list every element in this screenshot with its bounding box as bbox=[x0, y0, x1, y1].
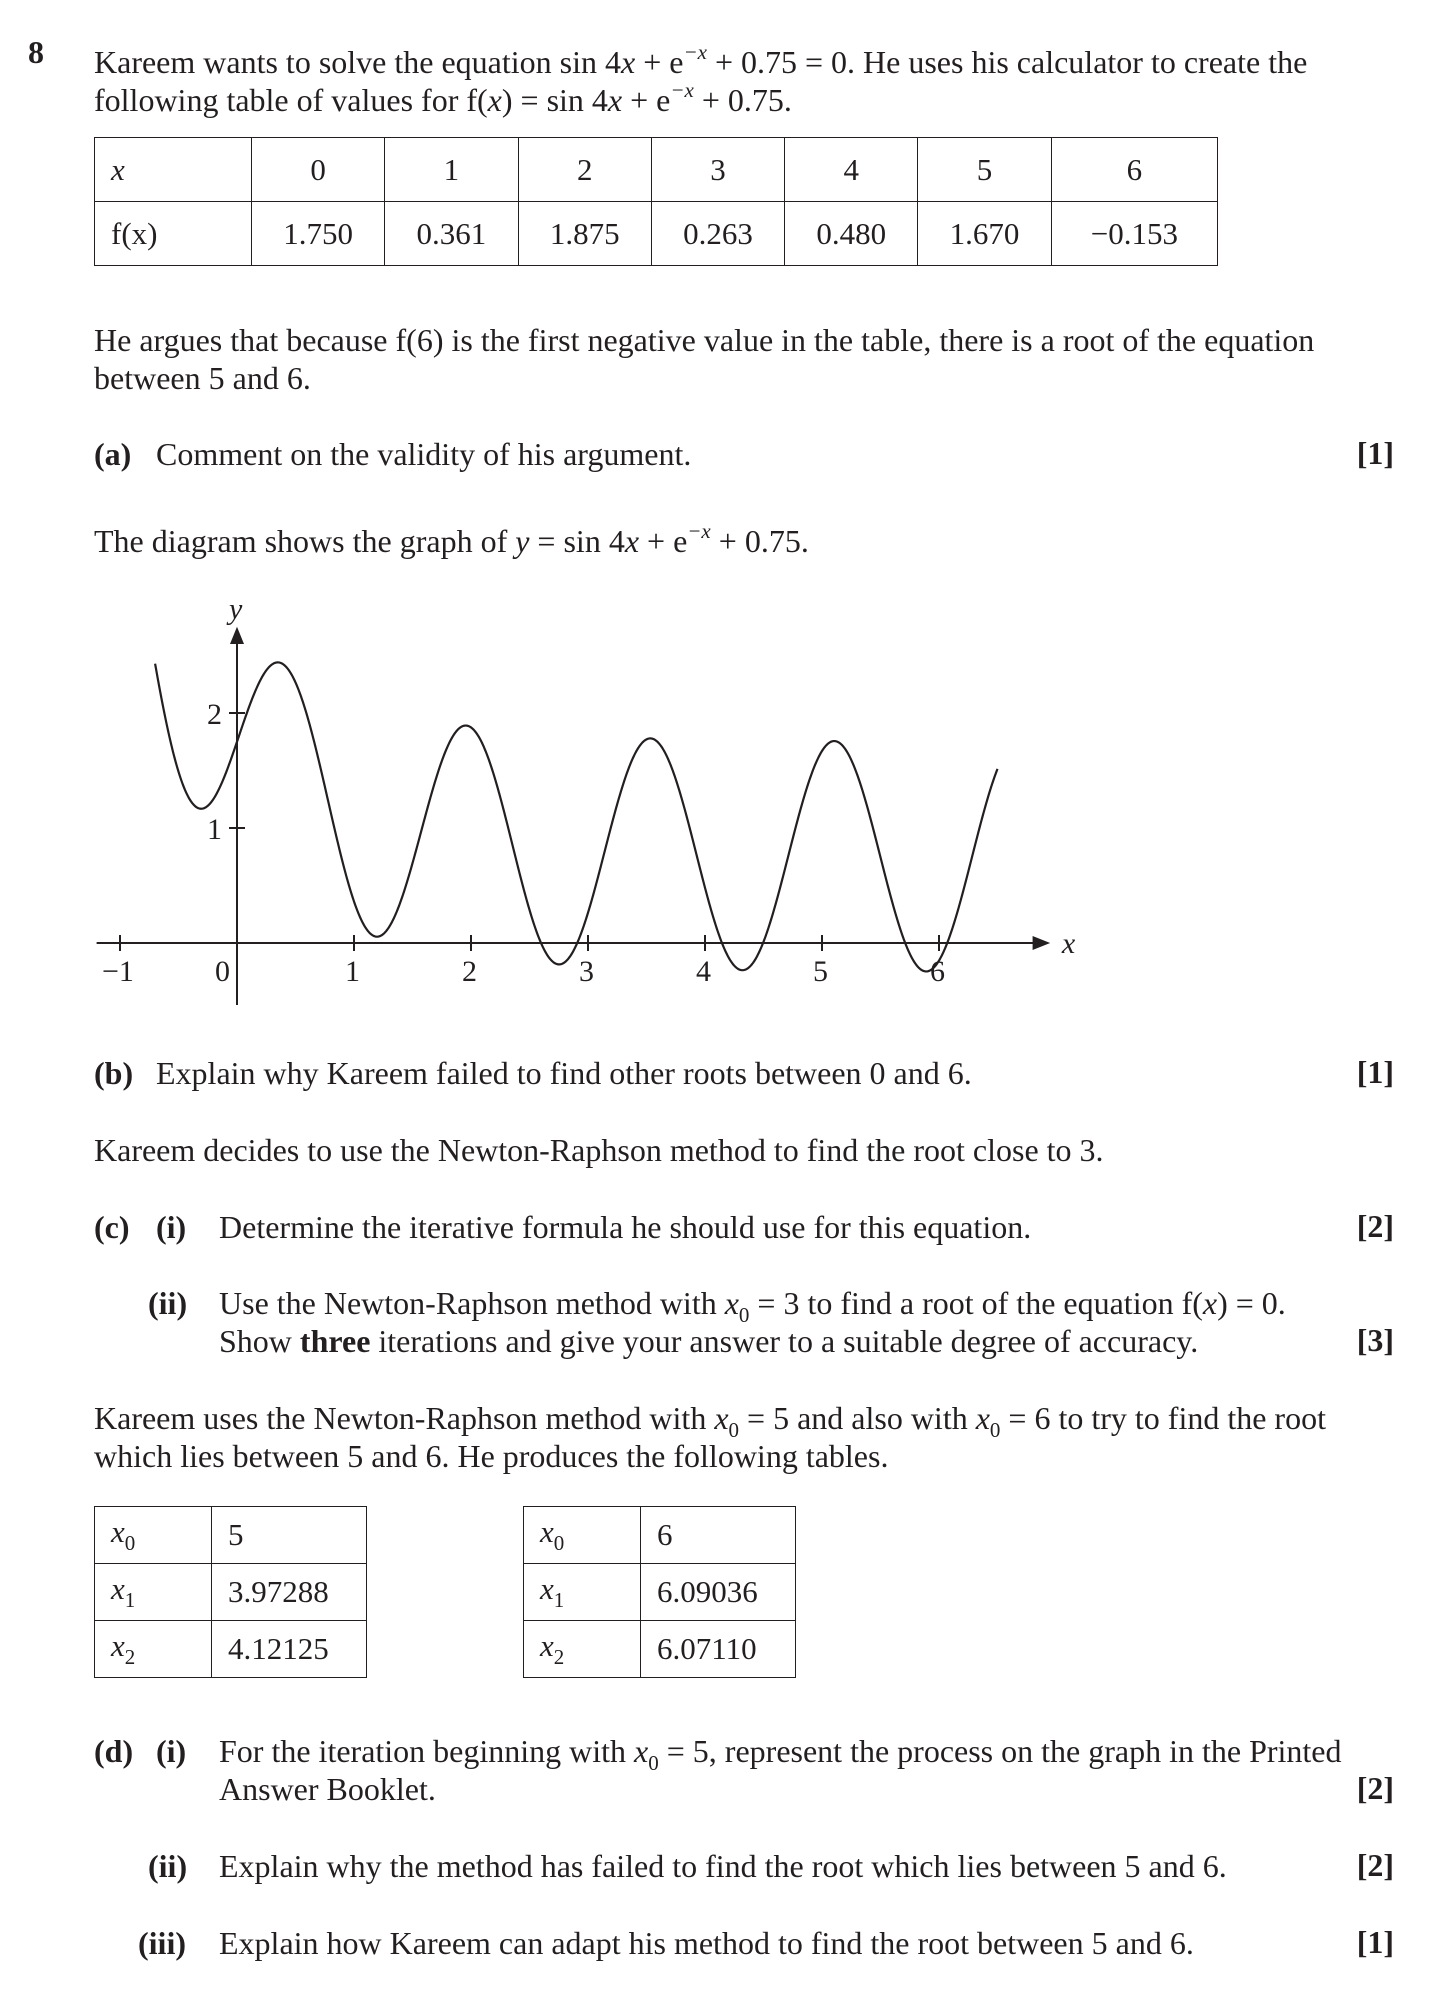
y-tick-label: 1 bbox=[207, 813, 222, 846]
nr-table-x0-6 bbox=[523, 1506, 796, 1678]
table-header-fx: f(x) bbox=[95, 202, 252, 266]
table-cell: 3 bbox=[651, 138, 784, 202]
function-graph bbox=[0, 580, 1434, 1020]
table-cell: 1.670 bbox=[918, 202, 1051, 266]
diagram-caption: The diagram shows the graph of $y = \sin 4x + e^{-x} + 0.75$. bbox=[94, 519, 809, 559]
intro-line-2: following table of values for $f(x) = \sin 4x + e^{-x} + 0.75$. bbox=[94, 78, 792, 118]
table-cell: 0.263 bbox=[651, 202, 784, 266]
y-tick-label: 2 bbox=[207, 698, 222, 731]
part-c-ii-marks: [3] bbox=[1356, 1322, 1394, 1358]
y-axis-label: y bbox=[229, 592, 243, 626]
intro-line-1: Kareem wants to solve the equation $\sin 4x + e^{-x} + 0.75 = 0$. He uses his calculator to create the bbox=[94, 40, 1308, 80]
part-c-ii-line-1: Use the Newton-Raphson method with $x_0 = 3$ to find a root of the equation f(x) = 0. bbox=[219, 1285, 1286, 1327]
part-a-marks: [1] bbox=[1356, 435, 1394, 471]
tables-intro-line-2: which lies between 5 and 6. He produces the following tables. bbox=[94, 1438, 889, 1474]
table-row bbox=[524, 1564, 796, 1621]
x-tick-label: 2 bbox=[462, 955, 477, 988]
part-d-ii-text: Explain why the method has failed to find the root which lies between 5 and 6. bbox=[219, 1848, 1227, 1884]
x-tick-label: 5 bbox=[813, 955, 828, 988]
nr-table-x0-5 bbox=[94, 1506, 367, 1678]
table-cell: $x_0$ bbox=[524, 1507, 641, 1564]
table-cell: 0.361 bbox=[385, 202, 518, 266]
argument-line-1: He argues that because f(6) is the first negative value in the table, there is a root of the equation bbox=[94, 322, 1315, 358]
table-cell: 4.12125 bbox=[212, 1621, 367, 1678]
part-d-iii-label: (iii) bbox=[138, 1925, 186, 1961]
part-b-text: Explain why Kareem failed to find other roots between 0 and 6. bbox=[156, 1055, 972, 1091]
part-c-ii-line-2: Show three iterations and give your answer to a suitable degree of accuracy. bbox=[219, 1323, 1199, 1359]
table-row bbox=[524, 1621, 796, 1678]
table-cell: 6.09036 bbox=[641, 1564, 796, 1621]
x-axis-label: x bbox=[1061, 927, 1076, 960]
table-cell: −0.153 bbox=[1051, 202, 1217, 266]
x-tick-label: 6 bbox=[930, 955, 945, 988]
part-d-i-line-2: Answer Booklet. bbox=[219, 1771, 436, 1807]
x-tick-label: 4 bbox=[696, 955, 711, 988]
graph-axes bbox=[97, 593, 1076, 1005]
table-cell: 6 bbox=[641, 1507, 796, 1564]
part-d-i-label: (i) bbox=[156, 1733, 187, 1769]
table-row bbox=[95, 1621, 367, 1678]
table-cell: 6 bbox=[1051, 138, 1217, 202]
question-number: 8 bbox=[28, 34, 44, 70]
part-b-marks: [1] bbox=[1356, 1054, 1394, 1090]
table-cell: 1.750 bbox=[252, 202, 385, 266]
table-cell: 6.07110 bbox=[641, 1621, 796, 1678]
x-tick-label: 0 bbox=[215, 955, 230, 988]
table-cell: 5 bbox=[918, 138, 1051, 202]
table-header-x: x bbox=[95, 138, 252, 202]
table-cell: $x_0$ bbox=[95, 1507, 212, 1564]
argument-line-2: between 5 and 6. bbox=[94, 360, 311, 396]
part-d-iii-marks: [1] bbox=[1356, 1924, 1394, 1960]
part-b-label: (b) bbox=[94, 1055, 134, 1091]
part-a-label: (a) bbox=[94, 436, 132, 472]
tables-intro-line-1: Kareem uses the Newton-Raphson method with $x_0 = 5$ and also with $x_0 = 6$ to try to find the root bbox=[94, 1400, 1326, 1442]
x-tick-label: −1 bbox=[102, 955, 134, 988]
part-c-ii-label: (ii) bbox=[148, 1285, 188, 1321]
table-row-fx bbox=[95, 202, 1218, 266]
table-row bbox=[95, 1564, 367, 1621]
table-cell: $x_2$ bbox=[95, 1621, 212, 1678]
table-cell: 1.875 bbox=[518, 202, 651, 266]
table-cell: 5 bbox=[212, 1507, 367, 1564]
table-cell: 2 bbox=[518, 138, 651, 202]
x-tick-label: 3 bbox=[579, 955, 594, 988]
part-d-iii-text: Explain how Kareem can adapt his method to find the root between 5 and 6. bbox=[219, 1925, 1194, 1961]
values-table bbox=[94, 137, 1218, 266]
nr-intro: Kareem decides to use the Newton-Raphson method to find the root close to 3. bbox=[94, 1132, 1104, 1168]
part-d-i-line-1: For the iteration beginning with $x_0 = 5$, represent the process on the graph in the Printed bbox=[219, 1733, 1342, 1775]
table-cell: 1 bbox=[385, 138, 518, 202]
part-c-label: (c) bbox=[94, 1209, 130, 1245]
x-tick-label: 1 bbox=[345, 955, 360, 988]
x-axis-arrow bbox=[1033, 936, 1051, 950]
table-row bbox=[95, 1507, 367, 1564]
curve-line bbox=[155, 662, 997, 971]
part-c-i-marks: [2] bbox=[1356, 1208, 1394, 1244]
part-d-i-marks: [2] bbox=[1356, 1770, 1394, 1806]
table-cell: 4 bbox=[785, 138, 918, 202]
table-cell: 0.480 bbox=[785, 202, 918, 266]
part-d-ii-label: (ii) bbox=[148, 1848, 188, 1884]
table-cell: $x_2$ bbox=[524, 1621, 641, 1678]
table-row-x bbox=[95, 138, 1218, 202]
table-cell: $x_1$ bbox=[95, 1564, 212, 1621]
table-cell: 3.97288 bbox=[212, 1564, 367, 1621]
table-cell: 0 bbox=[252, 138, 385, 202]
part-d-label: (d) bbox=[94, 1733, 134, 1769]
y-axis-arrow bbox=[230, 627, 244, 644]
table-cell: $x_1$ bbox=[524, 1564, 641, 1621]
part-d-ii-marks: [2] bbox=[1356, 1847, 1394, 1883]
part-c-i-text: Determine the iterative formula he should use for this equation. bbox=[219, 1209, 1032, 1245]
part-c-i-label: (i) bbox=[156, 1209, 187, 1245]
part-a-text: Comment on the validity of his argument. bbox=[156, 436, 692, 472]
table-row bbox=[524, 1507, 796, 1564]
